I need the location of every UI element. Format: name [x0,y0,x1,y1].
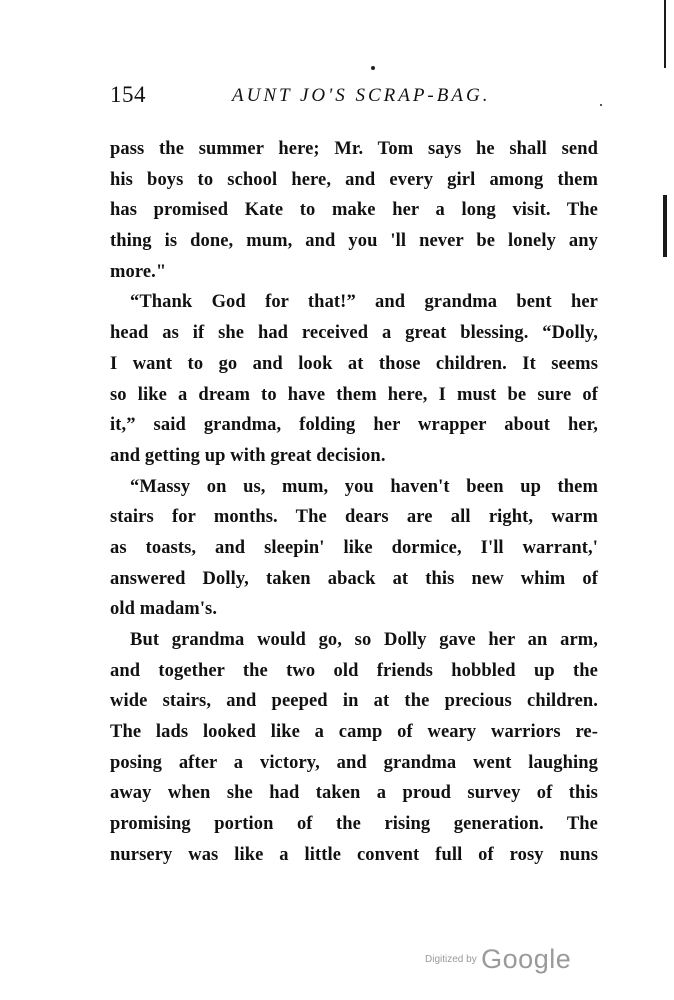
scan-speck [600,104,602,106]
text-line: head as if she had received a great blessing. “Dolly, [110,323,598,344]
text-line: thing is done, mum, and you 'll never be lonely any [110,231,598,252]
text-line: it,” said grandma, folding her wrapper about her, [110,415,598,436]
page-header [110,82,600,116]
digitized-label: Digitized by [425,954,477,965]
text-line: and getting up with great decision. [110,445,386,466]
scan-edge-line-top [664,0,666,68]
text-line: posing after a victory, and grandma went laughing [110,752,598,773]
text-line: old madam's. [110,599,218,620]
running-title: AUNT JO'S SCRAP-BAG. [232,85,491,106]
text-line: “Massy on us, mum, you haven't been up them [130,476,598,497]
text-line: wide stairs, and peeped in at the precious children. [110,691,598,712]
text-line: But grandma would go, so Dolly gave her an arm, [130,630,598,650]
text-line: as toasts, and sleepin' like dormice, I'll warrant,' [110,537,598,558]
text-line: has promised Kate to make her a long visit. The [110,200,598,221]
text-line: The lads looked like a camp of weary warriors re- [110,722,598,743]
scan-edge-line-mid [663,195,667,257]
text-line: more." [110,261,167,282]
text-line: I want to go and look at those children. It seems [110,353,598,374]
text-line: away when she had taken a proud survey of this [110,783,598,804]
text-line: and together the two old friends hobbled up the [110,660,598,681]
text-line: answered Dolly, taken aback at this new whim of [110,568,598,589]
text-line: so like a dream to have them here, I must be sure of [110,384,598,405]
text-line: “Thank God for that!” and grandma bent her [130,292,598,313]
text-line: promising portion of the rising generation. The [110,814,598,835]
text-line: his boys to school here, and every girl among them [110,169,598,190]
text-line: stairs for months. The dears are all right, warm [110,507,598,528]
digitized-watermark [425,944,571,975]
text-line: nursery was like a little convent full of rosy nuns [110,844,598,865]
text-line: pass the summer here; Mr. Tom says he shall send [110,139,598,159]
page-number: 154 [110,82,146,107]
body-text [110,134,598,871]
scan-dot-mark [371,66,375,70]
google-brand: Google [481,944,572,974]
